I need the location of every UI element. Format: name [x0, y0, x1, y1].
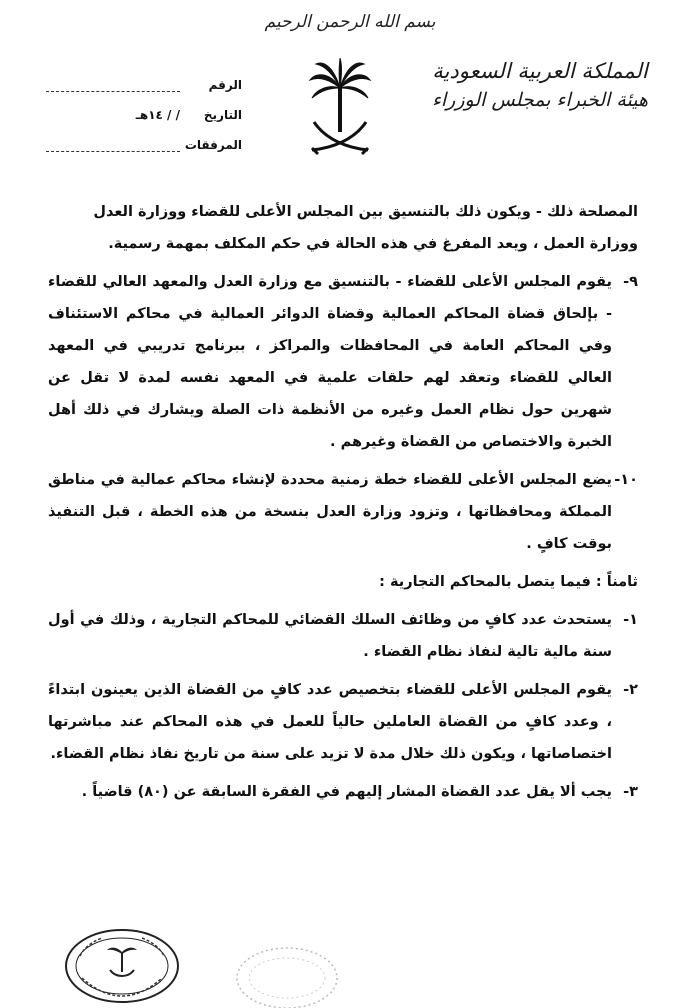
item-text: يضع المجلس الأعلى للقضاء خطة زمنية محددة لإنشاء محاكم عمالية في مناطق المملكة ومحافظاتها ، وتزود وزارة العدل بنسخة من هذه الخطة ، قبل التنفيذ بوقت كافٍ .	[48, 472, 612, 552]
reference-label: الرقم	[208, 78, 242, 92]
list-item	[48, 674, 638, 770]
reference-number-row	[42, 62, 242, 92]
continuation-line: المصلحة ذلك - ويكون ذلك بالتنسيق بين المجلس الأعلى للقضاء ووزارة العدل	[93, 204, 638, 220]
basmala: بسم الله الرحمن الرحيم	[264, 12, 436, 32]
item-number: ١٠-	[614, 472, 638, 488]
attachments-label: المرفقات	[184, 138, 242, 152]
round-official-seal-icon	[62, 926, 182, 1006]
org-name-line1: المملكة العربية السعودية	[432, 59, 648, 83]
date-label: التاريخ	[203, 108, 242, 122]
item-number: ١-	[623, 612, 638, 628]
attachments-row	[42, 122, 242, 152]
list-item	[48, 604, 638, 668]
document-body	[48, 196, 638, 814]
organization-header	[420, 56, 660, 114]
item-text: يستحدث عدد كافٍ من وظائف السلك القضائي للمحاكم التجارية ، وذلك في أول سنة مالية تالية لنفاذ نظام القضاء .	[48, 612, 612, 660]
date-value: / / ١٤هـ	[135, 108, 180, 122]
org-name-line2: هيئة الخبراء بمجلس الوزراء	[431, 89, 649, 111]
item-text: يقوم المجلس الأعلى للقضاء - بالتنسيق مع وزارة العدل والمعهد العالي للقضاء - بإلحاق قضاة المحاكم العمالية وقضاة الدوائر العمالية في محاكم الاستئناف وفي المحاكم العامة في المحافظات والمراكز ، ببرنامج تدريبي في المعهد العالي للقضاء وتعقد لهم حلقات علمية في المعهد نفسه لمدة لا تقل عن شهرين حول نظام العمل وغيره من الأنظمة ذات الصلة ويشارك في ذلك أهل الخبرة والاختصاص من القضاة وغيرهم .	[48, 274, 612, 450]
palm-swords-emblem-icon	[308, 58, 372, 158]
list-item	[48, 464, 638, 560]
continuation-paragraph	[48, 196, 638, 260]
section-heading: ثامناً : فيما يتصل بالمحاكم التجارية :	[379, 574, 638, 590]
reference-line	[46, 77, 180, 92]
item-number: ٣-	[623, 784, 638, 800]
item-number: ٩-	[623, 274, 638, 290]
continuation-line: ووزارة العمل ، ويعد المفرغ في هذه الحالة في حكم المكلف بمهمة رسمية.	[108, 236, 638, 252]
item-text: يجب ألا يقل عدد القضاة المشار إليهم في الفقرة السابقة عن (٨٠) قاضياً .	[81, 784, 612, 800]
faint-dotted-stamp-icon	[232, 938, 342, 1008]
date-row	[42, 92, 242, 122]
item-text: يقوم المجلس الأعلى للقضاء بتخصيص عدد كافٍ من القضاة الذين يعينون ابتداءً ، وعدد كافٍ من القضاة العاملين حالياً للعمل في هذه المحاكم عند مباشرتها اختصاصاتها ، ويكون ذلك خلال مدة لا تزيد على سنة من تاريخ نفاذ نظام القضاء.	[48, 682, 612, 762]
list-item	[48, 776, 638, 808]
item-number: ٢-	[623, 682, 638, 698]
reference-fields	[42, 62, 242, 152]
attachments-line	[46, 137, 180, 152]
list-item	[48, 266, 638, 458]
